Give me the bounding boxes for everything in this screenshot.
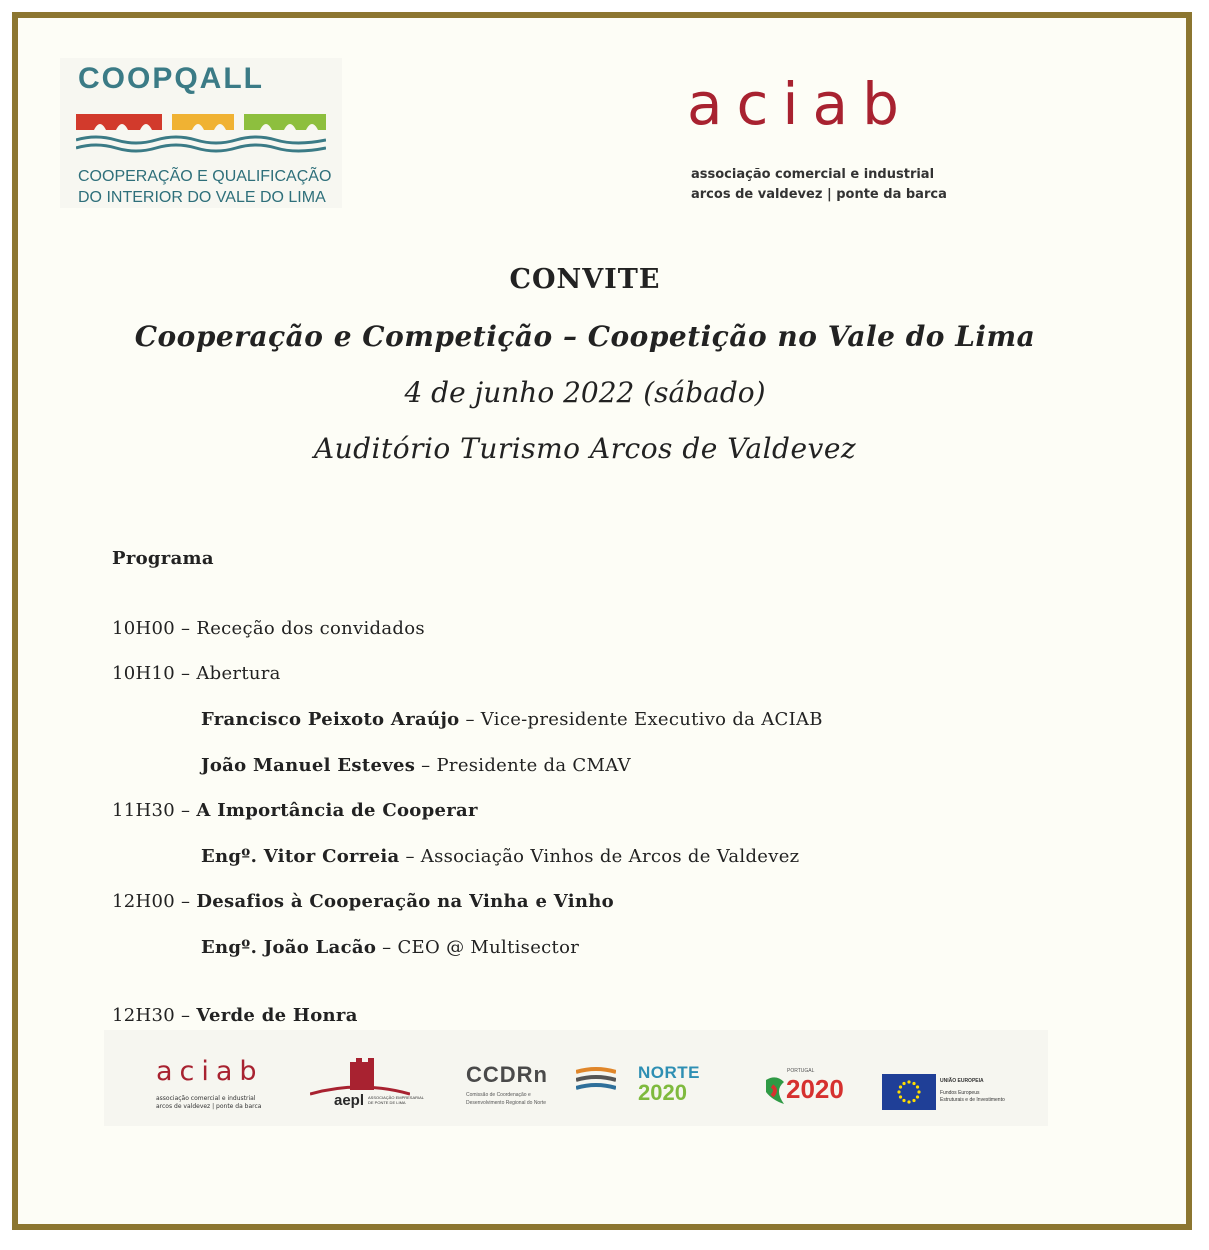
program-speaker: João Manuel Esteves – Presidente da CMAV — [201, 755, 631, 776]
program-item: 11H30 – A Importância de Cooperar — [112, 800, 478, 821]
eu-label-line1: UNIÃO EUROPEIA — [940, 1078, 984, 1084]
eu-label-line2: Fundos Europeus — [940, 1090, 980, 1096]
event-title: Cooperação e Competição – Coopetição no Vale do Lima — [134, 320, 1036, 353]
aepl-logo: aepl — [334, 1092, 365, 1109]
aciab-logo-line2: arcos de valdevez | ponte da barca — [691, 187, 947, 202]
norte2020-logo-line1: NORTE — [638, 1063, 700, 1082]
event-date: 4 de junho 2022 (sábado) — [404, 376, 766, 409]
footer-aciab-line1: associação comercial e industrial — [156, 1095, 256, 1102]
coopqall-logo-name: COOPQALL — [78, 62, 264, 95]
aciab-logo-name: aciab — [687, 70, 913, 138]
aepl-logo-sub: ASSOCIAÇÃO EMPRESARIAL DE PONTE DE LIMA — [368, 1095, 424, 1105]
program-item: 10H10 – Abertura — [112, 663, 281, 684]
eu-label-line3: Estruturais e de Investimento — [940, 1097, 1005, 1103]
program-speaker: Engº. Vitor Correia – Associação Vinhos de Arcos de Valdevez — [201, 846, 800, 867]
program-speaker: Engº. João Lacão – CEO @ Multisector — [201, 937, 580, 958]
coopqall-logo-line1: COOPERAÇÃO E QUALIFICAÇÃO — [78, 168, 332, 185]
eu-flag-icon — [882, 1074, 936, 1110]
program-item: 10H00 – Receção dos convidados — [112, 618, 425, 639]
coopqall-logo-line2: DO INTERIOR DO VALE DO LIMA — [78, 189, 326, 206]
ccdrn-line2: Desenvolvimento Regional do Norte — [466, 1100, 547, 1106]
sponsors-bar — [104, 1030, 1048, 1126]
norte2020-logo-line2: 2020 — [638, 1080, 687, 1105]
portugal2020-year: 2020 — [786, 1074, 844, 1104]
ccdrn-line1: Comissão de Coordenação e — [466, 1092, 531, 1098]
program-speaker: Francisco Peixoto Araújo – Vice-presidente Executivo da ACIAB — [201, 709, 823, 730]
footer-aciab-line2: arcos de valdevez | ponte da barca — [156, 1103, 262, 1110]
ccdrn-waves-icon — [576, 1066, 616, 1096]
aciab-logo-line1: associação comercial e industrial — [691, 167, 935, 182]
aciab-logo — [685, 70, 947, 205]
programa-heading: Programa — [112, 548, 214, 569]
portugal2020-label: PORTUGAL — [787, 1068, 815, 1074]
convite-heading: CONVITE — [509, 264, 661, 295]
program-item: 12H00 – Desafios à Cooperação na Vinha e Vinho — [112, 891, 614, 912]
program-item: 12H30 – Verde de Honra — [112, 1005, 358, 1026]
portugal2020-flag-icon — [764, 1074, 786, 1108]
coopqall-logo — [60, 58, 342, 208]
coopqall-bridges-graphic — [76, 106, 326, 162]
footer-aciab-logo: aciab — [156, 1056, 264, 1087]
ccdrn-logo: CCDRn — [466, 1062, 548, 1087]
event-place: Auditório Turismo Arcos de Valdevez — [313, 432, 857, 465]
